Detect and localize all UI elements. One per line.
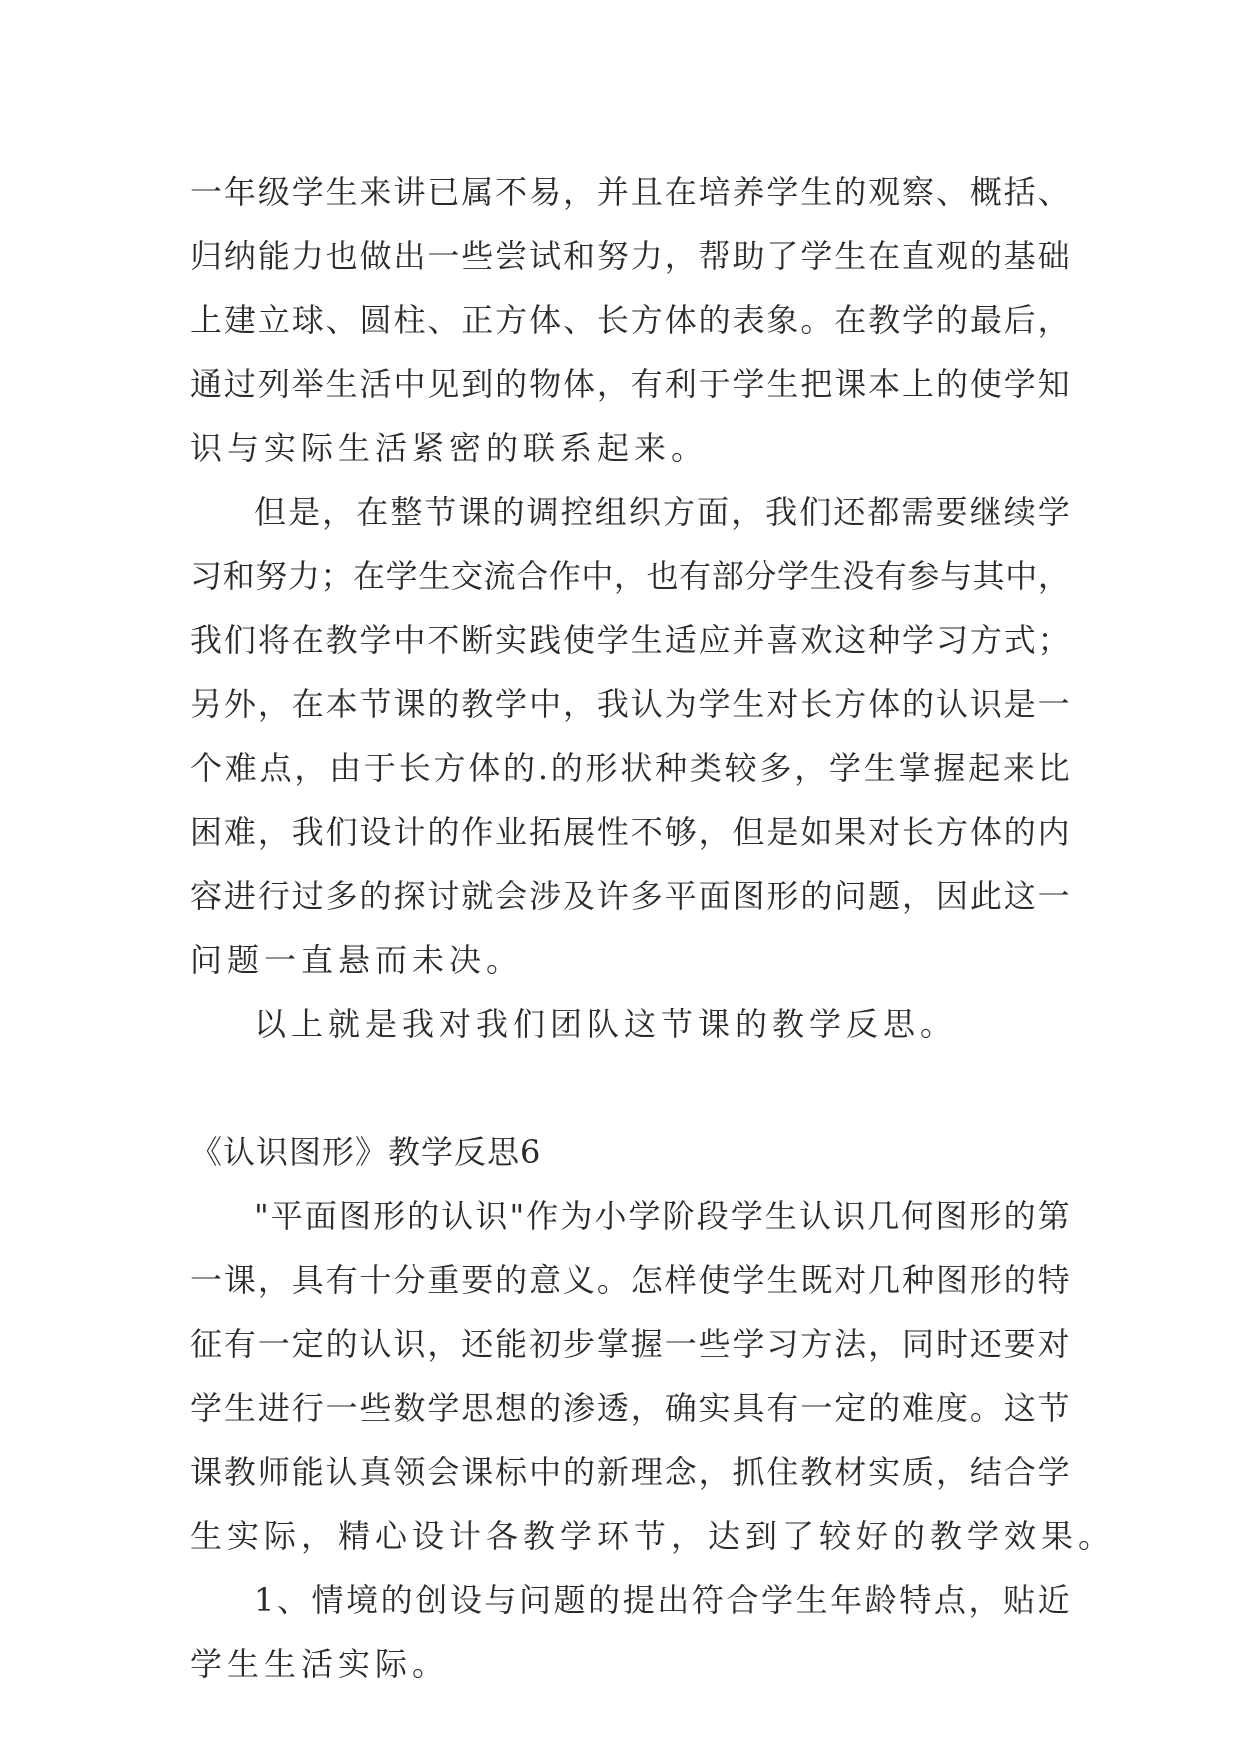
- paragraph: [190, 160, 1070, 480]
- text-line: 另 外 ， 在 本 节 课 的 教 学 中 ， 我 认 为 学 生 对 长 方 体 的 认 识 是 一: [190, 685, 1070, 723]
- text-line: 课 教 师 能 认 真 领 会 课 标 中 的 新 理 念 ， 抓 住 教 材 实 质 ， 结 合 学: [190, 1453, 1070, 1491]
- text-line: 上 建 立 球 、 圆 柱 、 正 方 体 、 长 方 体 的 表 象 。 在 教 学 的 最 后 ，: [190, 301, 1070, 339]
- text-line: 识与实际生活紧密的联系起来。: [190, 429, 709, 467]
- text-line: 一 课 ， 具 有 十 分 重 要 的 意 义 。 怎 样 使 学 生 既 对 几 种 图 形 的 特: [190, 1261, 1070, 1299]
- text-line: 一 年 级 学 生 来 讲 已 属 不 易 ， 并 且 在 培 养 学 生 的 观 察 、 概 括 、: [190, 173, 1070, 211]
- text-line: 习 和 努 力 ； 在 学 生 交 流 合 作 中 ， 也 有 部 分 学 生 没 有 参 与 其 中 ，: [190, 557, 1070, 595]
- text-line: 归 纳 能 力 也 做 出 一 些 尝 试 和 努 力 ， 帮 助 了 学 生 在 直 观 的 基 础: [190, 237, 1070, 275]
- paragraph: [190, 480, 1070, 992]
- text-line: 困 难 ， 我 们 设 计 的 作 业 拓 展 性 不 够 ， 但 是 如 果 对 长 方 体 的 内: [190, 813, 1070, 851]
- text-line: 1 、 情 境 的 创 设 与 问 题 的 提 出 符 合 学 生 年 龄 特 点 ， 贴 近: [254, 1581, 1070, 1619]
- text-line: 以上就是我对我们团队这节课的教学反思。: [254, 1005, 958, 1043]
- text-line: 学 生 进 行 一 些 数 学 思 想 的 渗 透 ， 确 实 具 有 一 定 的 难 度 。 这 节: [190, 1389, 1070, 1427]
- paragraph: [190, 1184, 1116, 1568]
- text-line: 但 是 ， 在 整 节 课 的 调 控 组 织 方 面 ， 我 们 还 都 需 要 继 续 学: [254, 493, 1070, 531]
- text-line: " 平 面 图 形 的 认 识 " 作 为 小 学 阶 段 学 生 认 识 几 何 图 形 的 第: [254, 1197, 1070, 1235]
- text-line: 生实际，精心设计各教学环节，达到了较好的教学效果。: [190, 1517, 1116, 1555]
- text-line: 问题一直悬而未决。: [190, 941, 524, 979]
- section-title: 《认识图形》教学反思6: [190, 1133, 542, 1171]
- paragraph: [190, 992, 1070, 1056]
- text-line: 征 有 一 定 的 认 识 ， 还 能 初 步 掌 握 一 些 学 习 方 法 ， 同 时 还 要 对: [190, 1325, 1070, 1363]
- text-line: 容 进 行 过 多 的 探 讨 就 会 涉 及 许 多 平 面 图 形 的 问 题 ， 因 此 这 一: [190, 877, 1070, 915]
- section-gap: [190, 1056, 1070, 1120]
- text-line: 个 难 点 ， 由 于 长 方 体 的 . 的 形 状 种 类 较 多 ， 学 生 掌 握 起 来 比: [190, 749, 1070, 787]
- text-line: 我 们 将 在 教 学 中 不 断 实 践 使 学 生 适 应 并 喜 欢 这 种 学 习 方 式 ；: [190, 621, 1070, 659]
- text-line: 通 过 列 举 生 活 中 见 到 的 物 体 ， 有 利 于 学 生 把 课 本 上 的 使 学 知: [190, 365, 1070, 403]
- paragraph: [190, 1568, 1070, 1696]
- document-body: [190, 160, 1116, 1696]
- text-line: 学生生活实际。: [190, 1645, 450, 1683]
